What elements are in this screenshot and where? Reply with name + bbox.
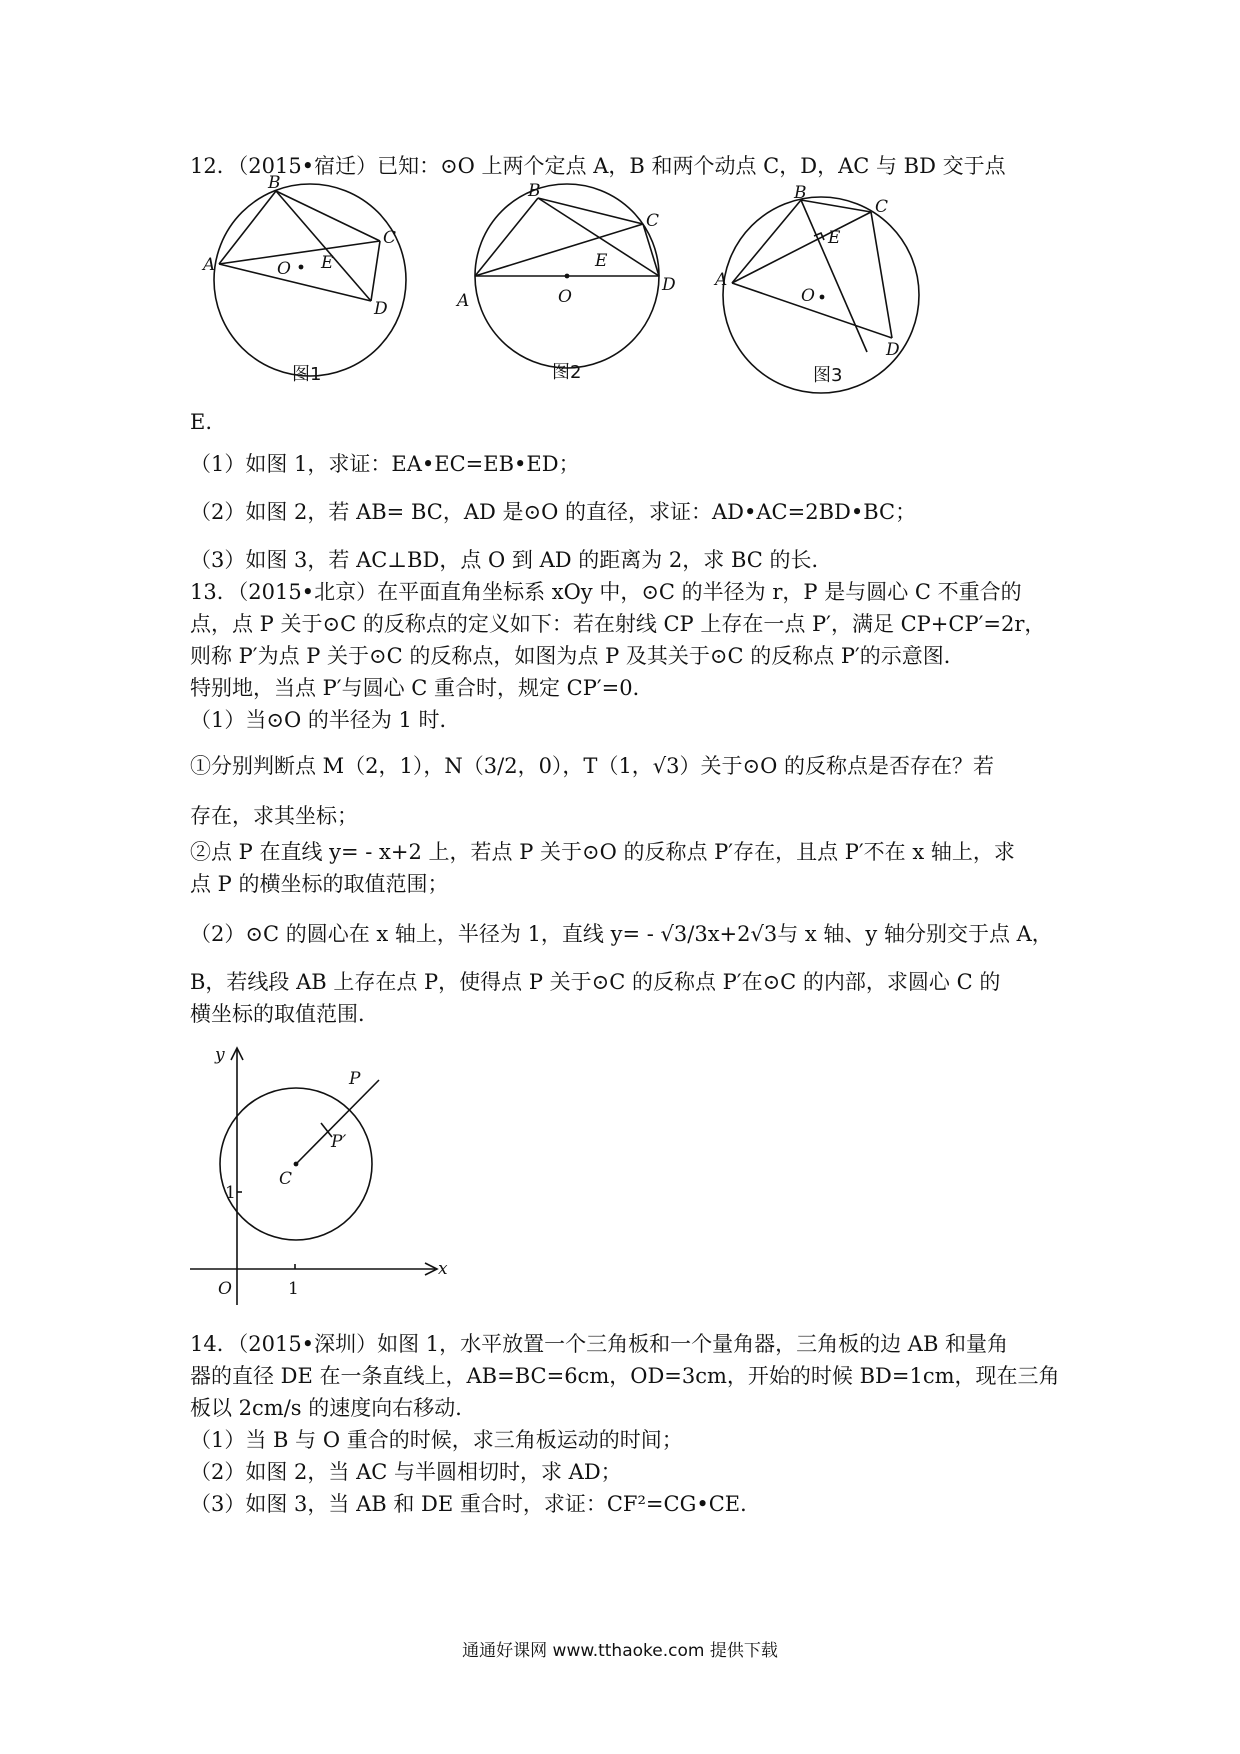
- fig1-label-o: O: [277, 259, 291, 279]
- fig13-label-c: C: [279, 1169, 293, 1189]
- fig3-label-a: A: [715, 270, 728, 290]
- problem-14-part-3: （3）如图 3，当 AB 和 DE 重合时，求证：CF²=CG•CE．: [190, 1492, 762, 1516]
- problem-12-figure-1: [200, 173, 420, 395]
- fig3-label-o: O: [801, 286, 815, 306]
- problem-13-line-2: 点，点 P 关于⊙C 的反称点的定义如下：若在射线 CP 上存在一点 P′，满足 CP+CP′=2r，: [190, 612, 1046, 636]
- fig1-label-b: B: [268, 173, 281, 193]
- fig1-label-c: C: [383, 228, 397, 248]
- fig3-caption: 图3: [813, 365, 843, 386]
- fig2-label-o: O: [558, 287, 572, 307]
- fig1-caption: 图1: [292, 364, 322, 385]
- problem-14-line-1: 14．（2015•深圳）如图 1，水平放置一个三角板和一个量角器，三角板的边 AB 和量角: [190, 1332, 1009, 1356]
- fig2-label-b: B: [528, 181, 541, 201]
- problem-12-part-2: （2）如图 2，若 AB= BC，AD 是⊙O 的直径，求证：AD•AC=2BD•BC；: [190, 500, 917, 524]
- problem-13-line-4: 特别地，当点 P′与圆心 C 重合时，规定 CP′=0．: [190, 676, 654, 700]
- problem-12-figure-3: [715, 183, 945, 445]
- problem-13-figure: [185, 1040, 455, 1310]
- problem-13-line-9: 点 P 的横坐标的取值范围；: [190, 872, 449, 896]
- problem-12-line-1: 12．（2015•宿迁）已知：⊙O 上两个定点 A，B 和两个动点 C，D，AC 与 BD 交于点: [190, 154, 1006, 178]
- fig1-label-e: E: [321, 253, 334, 273]
- fig1-label-d: D: [374, 299, 388, 319]
- fig3-label-d: D: [886, 340, 900, 360]
- problem-13-line-8: ②点 P 在直线 y= - x+2 上，若点 P 关于⊙O 的反称点 P′存在，且点 P′不在 x 轴上，求: [190, 840, 1015, 864]
- fig13-tick-x1: 1: [288, 1279, 299, 1299]
- problem-13-line-11: B，若线段 AB 上存在点 P，使得点 P 关于⊙C 的反称点 P′在⊙C 的内部，求圆心 C 的: [190, 970, 1001, 994]
- fig13-label-x: x: [438, 1259, 448, 1279]
- fig2-label-e: E: [595, 251, 608, 271]
- problem-14-part-2: （2）如图 2，当 AC 与半圆相切时，求 AD；: [190, 1460, 622, 1484]
- problem-14-line-2: 器的直径 DE 在一条直线上，AB=BC=6cm，OD=3cm，开始的时候 BD=1cm，现在三角: [190, 1364, 1060, 1388]
- problem-12-part-3: （3）如图 3，若 AC⊥BD，点 O 到 AD 的距离为 2，求 BC 的长．: [190, 548, 833, 572]
- fig13-tick-y1: 1: [225, 1183, 236, 1203]
- fig3-label-c: C: [875, 197, 889, 217]
- fig13-label-p-prime: P′: [331, 1132, 347, 1152]
- problem-12-part-1: （1）如图 1，求证：EA•EC=EB•ED；: [190, 452, 580, 476]
- page-footer: 通通好课网 www.tthaoke.com 提供下载: [462, 1641, 778, 1661]
- problem-14-part-1: （1）当 B 与 O 重合的时候，求三角板运动的时间；: [190, 1428, 683, 1452]
- problem-12-figure-2: [455, 180, 685, 395]
- problem-13-line-10: （2）⊙C 的圆心在 x 轴上，半径为 1，直线 y= - √3/3x+2√3与 x 轴、y 轴分别交于点 A，: [190, 922, 1053, 946]
- problem-12-line-2: E.: [190, 410, 213, 434]
- problem-13-line-3: 则称 P′为点 P 关于⊙C 的反称点，如图为点 P 及其关于⊙C 的反称点 P′的示意图．: [190, 644, 965, 668]
- fig13-label-y: y: [215, 1045, 225, 1065]
- problem-13-line-5: （1）当⊙O 的半径为 1 时．: [190, 708, 461, 732]
- problem-13-line-12: 横坐标的取值范围．: [190, 1002, 379, 1026]
- problem-13-line-1: 13．（2015•北京）在平面直角坐标系 xOy 中，⊙C 的半径为 r，P 是与圆心 C 不重合的: [190, 580, 1022, 604]
- problem-13-line-6: ①分别判断点 M（2，1），N（3/2，0），T（1，√3）关于⊙O 的反称点是否存在？若: [190, 754, 995, 778]
- fig2-label-a: A: [457, 291, 470, 311]
- problem-13-line-7: 存在，求其坐标；: [190, 804, 358, 828]
- fig3-label-b: B: [794, 183, 807, 203]
- fig2-caption: 图2: [552, 362, 582, 383]
- fig13-label-o: O: [218, 1279, 232, 1299]
- problem-14-line-3: 板以 2cm/s 的速度向右移动．: [190, 1396, 477, 1420]
- fig2-label-d: D: [662, 275, 676, 295]
- fig1-label-a: A: [203, 255, 216, 275]
- fig3-label-e: E: [828, 228, 841, 248]
- fig2-label-c: C: [646, 211, 660, 231]
- fig13-label-p: P: [349, 1069, 361, 1089]
